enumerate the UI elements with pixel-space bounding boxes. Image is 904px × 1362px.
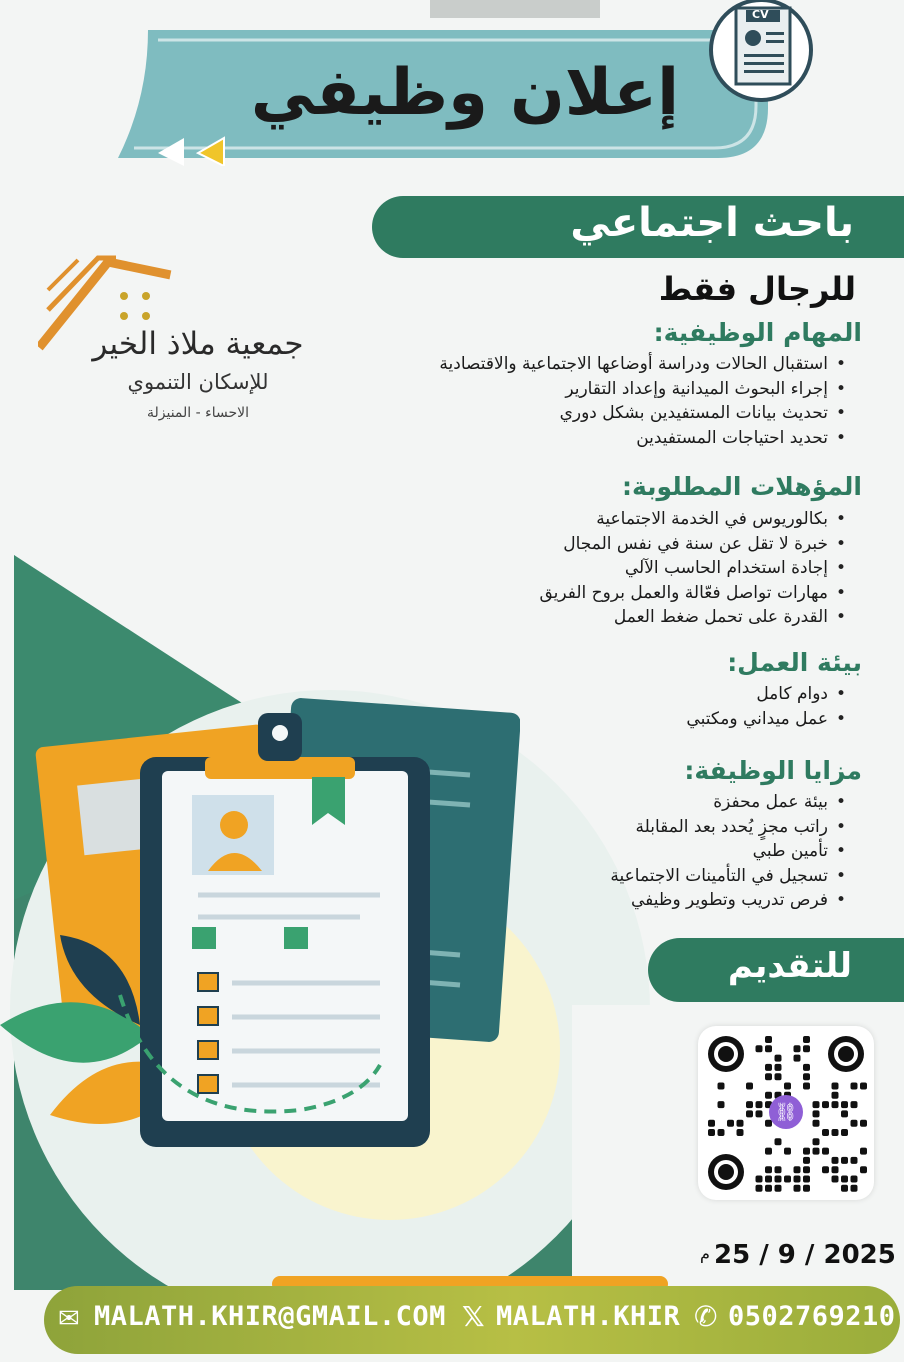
job-restriction: للرجال فقط bbox=[658, 270, 856, 308]
job-title-bar bbox=[372, 196, 904, 258]
clipboard-resume-illustration bbox=[0, 695, 520, 1170]
list-item: • إجراء البحوث الميدانية وإعداد التقارير bbox=[439, 377, 846, 402]
qr-code-pattern bbox=[698, 1026, 874, 1200]
work-environment-list bbox=[686, 682, 846, 731]
page-title: إعلان وظيفي bbox=[250, 56, 679, 130]
list-item: • تأمين طبي bbox=[610, 839, 846, 864]
list-item: • مهارات تواصل فعّالة والعمل بروح الفريق bbox=[539, 581, 846, 606]
qualifications-list bbox=[539, 507, 846, 630]
list-item: • بيئة عمل محفزة bbox=[610, 790, 846, 815]
svg-text:⛓: ⛓ bbox=[774, 1102, 798, 1123]
list-item: • إجادة استخدام الحاسب الآلي bbox=[539, 556, 846, 581]
x-logo-icon: 𝕏 bbox=[462, 1300, 485, 1333]
organization-subtitle: للإسكان التنموي bbox=[127, 370, 269, 394]
benefits-list bbox=[610, 790, 846, 913]
list-item: • تحديث بيانات المستفيدين بشكل دوري bbox=[439, 401, 846, 426]
list-item: • تسجيل في التأمينات الاجتماعية bbox=[610, 864, 846, 889]
apply-label: للتقديم bbox=[727, 946, 852, 986]
qr-code[interactable] bbox=[698, 1026, 874, 1200]
qualifications-heading: المؤهلات المطلوبة: bbox=[621, 472, 862, 501]
list-item: • بكالوريوس في الخدمة الاجتماعية bbox=[539, 507, 846, 532]
cv-badge-label: CV bbox=[752, 8, 769, 21]
email-icon: ✉ bbox=[58, 1304, 80, 1334]
whatsapp-icon: ✆ bbox=[694, 1300, 718, 1333]
list-item: • استقبال الحالات ودراسة أوضاعها الاجتماعية والاقتصادية bbox=[439, 352, 846, 377]
posting-date: 25 / 9 / 2025 bbox=[714, 1240, 896, 1270]
list-item: • تحديد احتياجات المستفيدين bbox=[439, 426, 846, 451]
tasks-heading: المهام الوظيفية: bbox=[653, 318, 862, 347]
organization-location: الاحساء - المنيزلة bbox=[146, 405, 249, 421]
list-item: • القدرة على تحمل ضغط العمل bbox=[539, 605, 846, 630]
x-handle-link[interactable]: MALATH.KHIR bbox=[496, 1301, 681, 1332]
organization-name: جمعية ملاذ الخير bbox=[92, 326, 304, 362]
benefits-heading: مزايا الوظيفة: bbox=[684, 756, 862, 785]
work-environment-heading: بيئة العمل: bbox=[727, 648, 862, 677]
date-suffix: م bbox=[700, 1244, 710, 1263]
list-item: • خبرة لا تقل عن سنة في نفس المجال bbox=[539, 532, 846, 557]
phone-number[interactable]: 0502769210 bbox=[728, 1301, 896, 1332]
email-link[interactable]: MALATH.KHIR@GMAIL.COM bbox=[94, 1301, 446, 1332]
tasks-list bbox=[439, 352, 846, 450]
contact-footer bbox=[44, 1286, 900, 1354]
list-item: • فرص تدريب وتطوير وظيفي bbox=[610, 888, 846, 913]
job-title: باحث اجتماعي bbox=[570, 200, 854, 246]
list-item: • راتب مجزٍ يُحدد بعد المقابلة bbox=[610, 815, 846, 840]
apply-bar bbox=[648, 938, 904, 1002]
list-item: • دوام كامل bbox=[686, 682, 846, 707]
list-item: • عمل ميداني ومكتبي bbox=[686, 707, 846, 732]
